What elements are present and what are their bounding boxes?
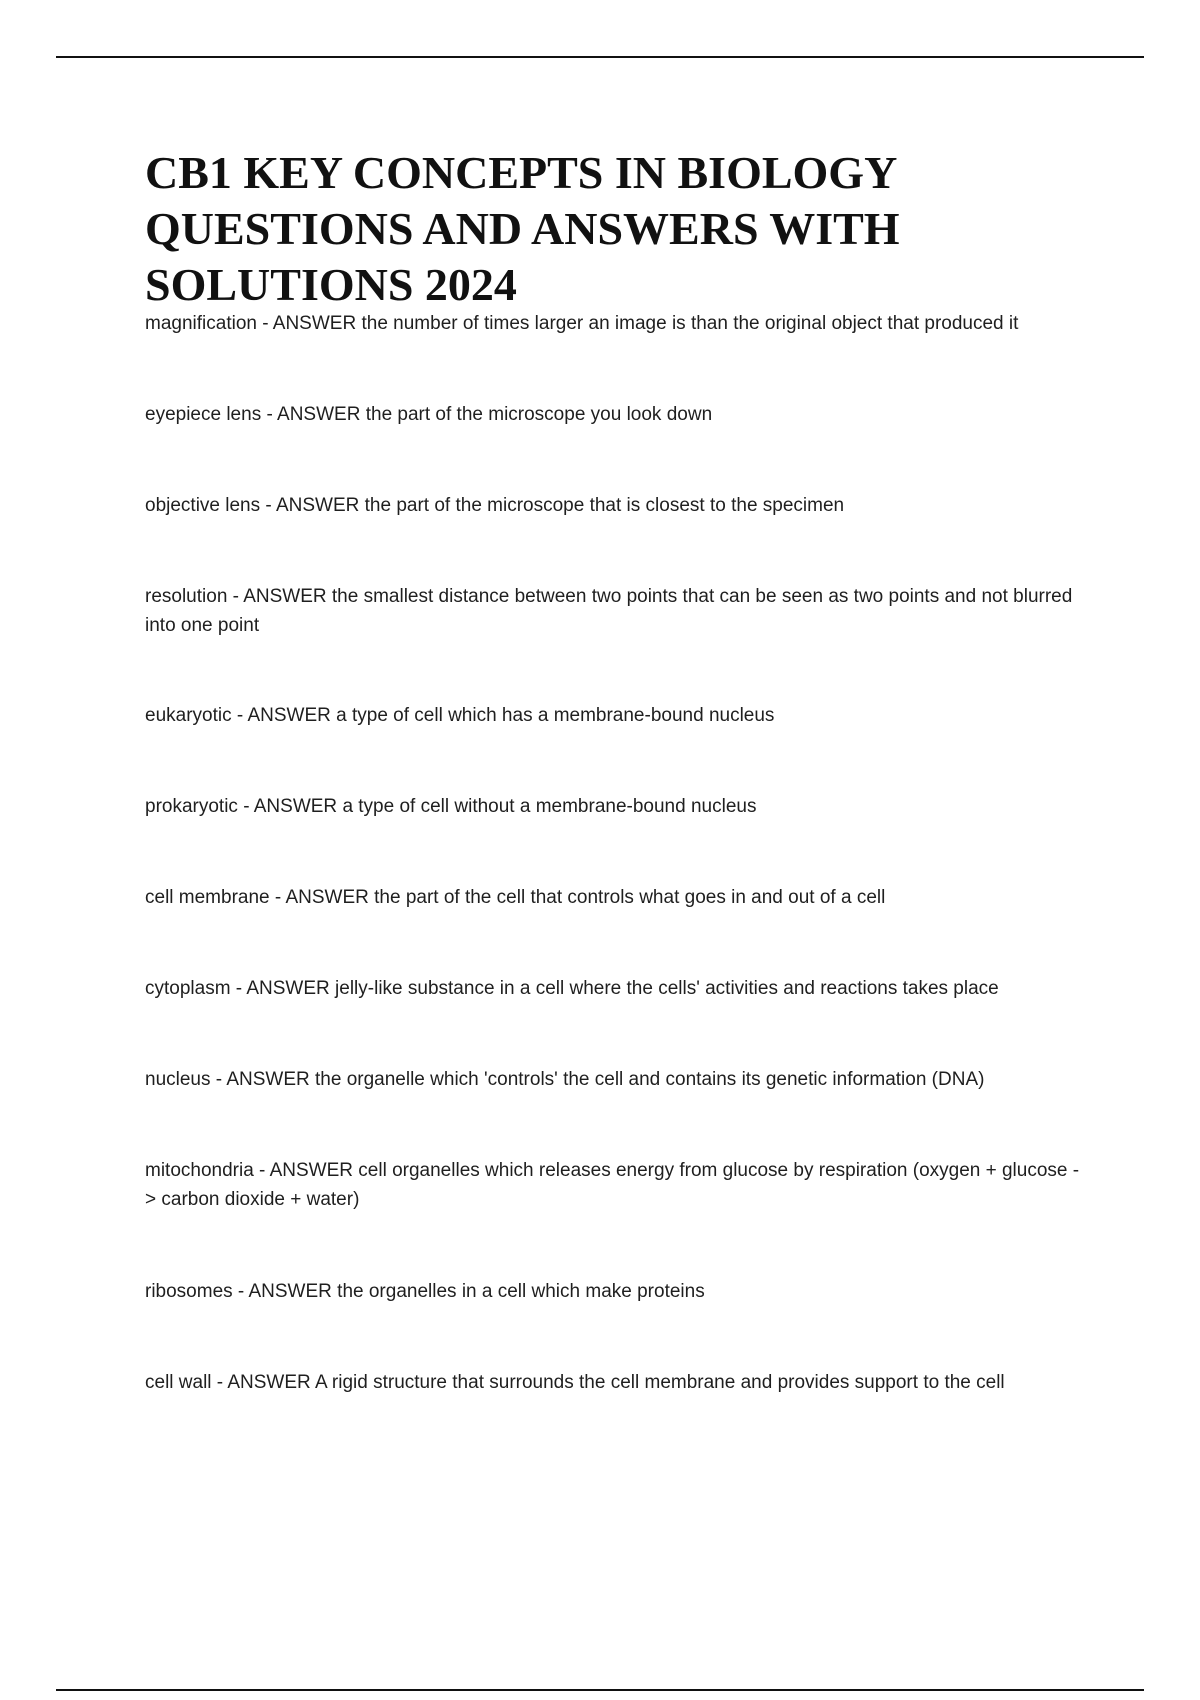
qa-answer: the part of the microscope that is closest to the specimen [364, 495, 845, 516]
qa-term: cytoplasm [145, 978, 231, 999]
top-rule [56, 56, 1144, 58]
qa-entry [145, 1156, 1085, 1214]
qa-answer: a type of cell without a membrane-bound nucleus [342, 796, 757, 817]
qa-answer: the organelle which 'controls' the cell and contains its genetic information (DNA) [315, 1069, 985, 1090]
qa-entry [145, 309, 1085, 338]
qa-separator: - ANSWER [253, 1160, 359, 1181]
qa-answer: jelly-like substance in a cell where the cells' activities and reactions takes place [335, 978, 999, 999]
qa-answer: the organelles in a cell which make proteins [337, 1281, 705, 1302]
bottom-rule [56, 1689, 1144, 1691]
qa-term: prokaryotic [145, 796, 238, 817]
qa-term: ribosomes [145, 1281, 233, 1302]
qa-answer: a type of cell which has a membrane-bound nucleus [336, 705, 775, 726]
qa-entry [145, 701, 1085, 730]
qa-separator: - ANSWER [232, 1281, 338, 1302]
qa-answer: cell organelles which releases energy from glucose by respiration (oxygen + glucose -> carbon dioxide + water) [145, 1160, 1080, 1210]
qa-entry [145, 792, 1085, 821]
qa-separator: - ANSWER [261, 404, 366, 425]
qa-entry [145, 1368, 1085, 1397]
qa-term: magnification [145, 313, 257, 334]
qa-answer: the part of the microscope you look down [365, 404, 713, 425]
qa-entry [145, 1277, 1085, 1306]
qa-entry [145, 1065, 1085, 1094]
qa-answer: the part of the cell that controls what goes in and out of a cell [374, 887, 886, 908]
qa-answer: A rigid structure that surrounds the cell membrane and provides support to the cell [315, 1372, 1005, 1393]
qa-term: cell membrane [145, 887, 270, 908]
qa-answer: the smallest distance between two points that can be seen as two points and not blurred into one point [145, 586, 1073, 636]
qa-term: cell wall [145, 1372, 212, 1393]
document-title: CB1 KEY CONCEPTS IN BIOLOGY QUESTIONS AND ANSWERS WITH SOLUTIONS 2024 [145, 147, 900, 310]
qa-separator: - ANSWER [230, 978, 336, 999]
qa-term: eukaryotic [145, 705, 232, 726]
qa-term: eyepiece lens [145, 404, 262, 425]
qa-separator: - ANSWER [211, 1372, 315, 1393]
qa-separator: - ANSWER [269, 887, 375, 908]
qa-separator: - ANSWER [227, 586, 332, 607]
qa-term: mitochondria [145, 1160, 254, 1181]
qa-term: objective lens [145, 495, 261, 516]
qa-term: nucleus [145, 1069, 211, 1090]
qa-entry [145, 883, 1085, 912]
qa-answer: the number of times larger an image is than the original object that produced it [361, 313, 1019, 334]
qa-term: resolution [145, 586, 228, 607]
qa-separator: - ANSWER [210, 1069, 316, 1090]
qa-entry [145, 974, 1085, 1003]
qa-separator: - ANSWER [256, 313, 362, 334]
qa-entry [145, 582, 1085, 640]
qa-separator: - ANSWER [260, 495, 365, 516]
qa-entry [145, 491, 1085, 520]
qa-separator: - ANSWER [231, 705, 337, 726]
qa-separator: - ANSWER [237, 796, 343, 817]
qa-entry [145, 400, 1085, 429]
